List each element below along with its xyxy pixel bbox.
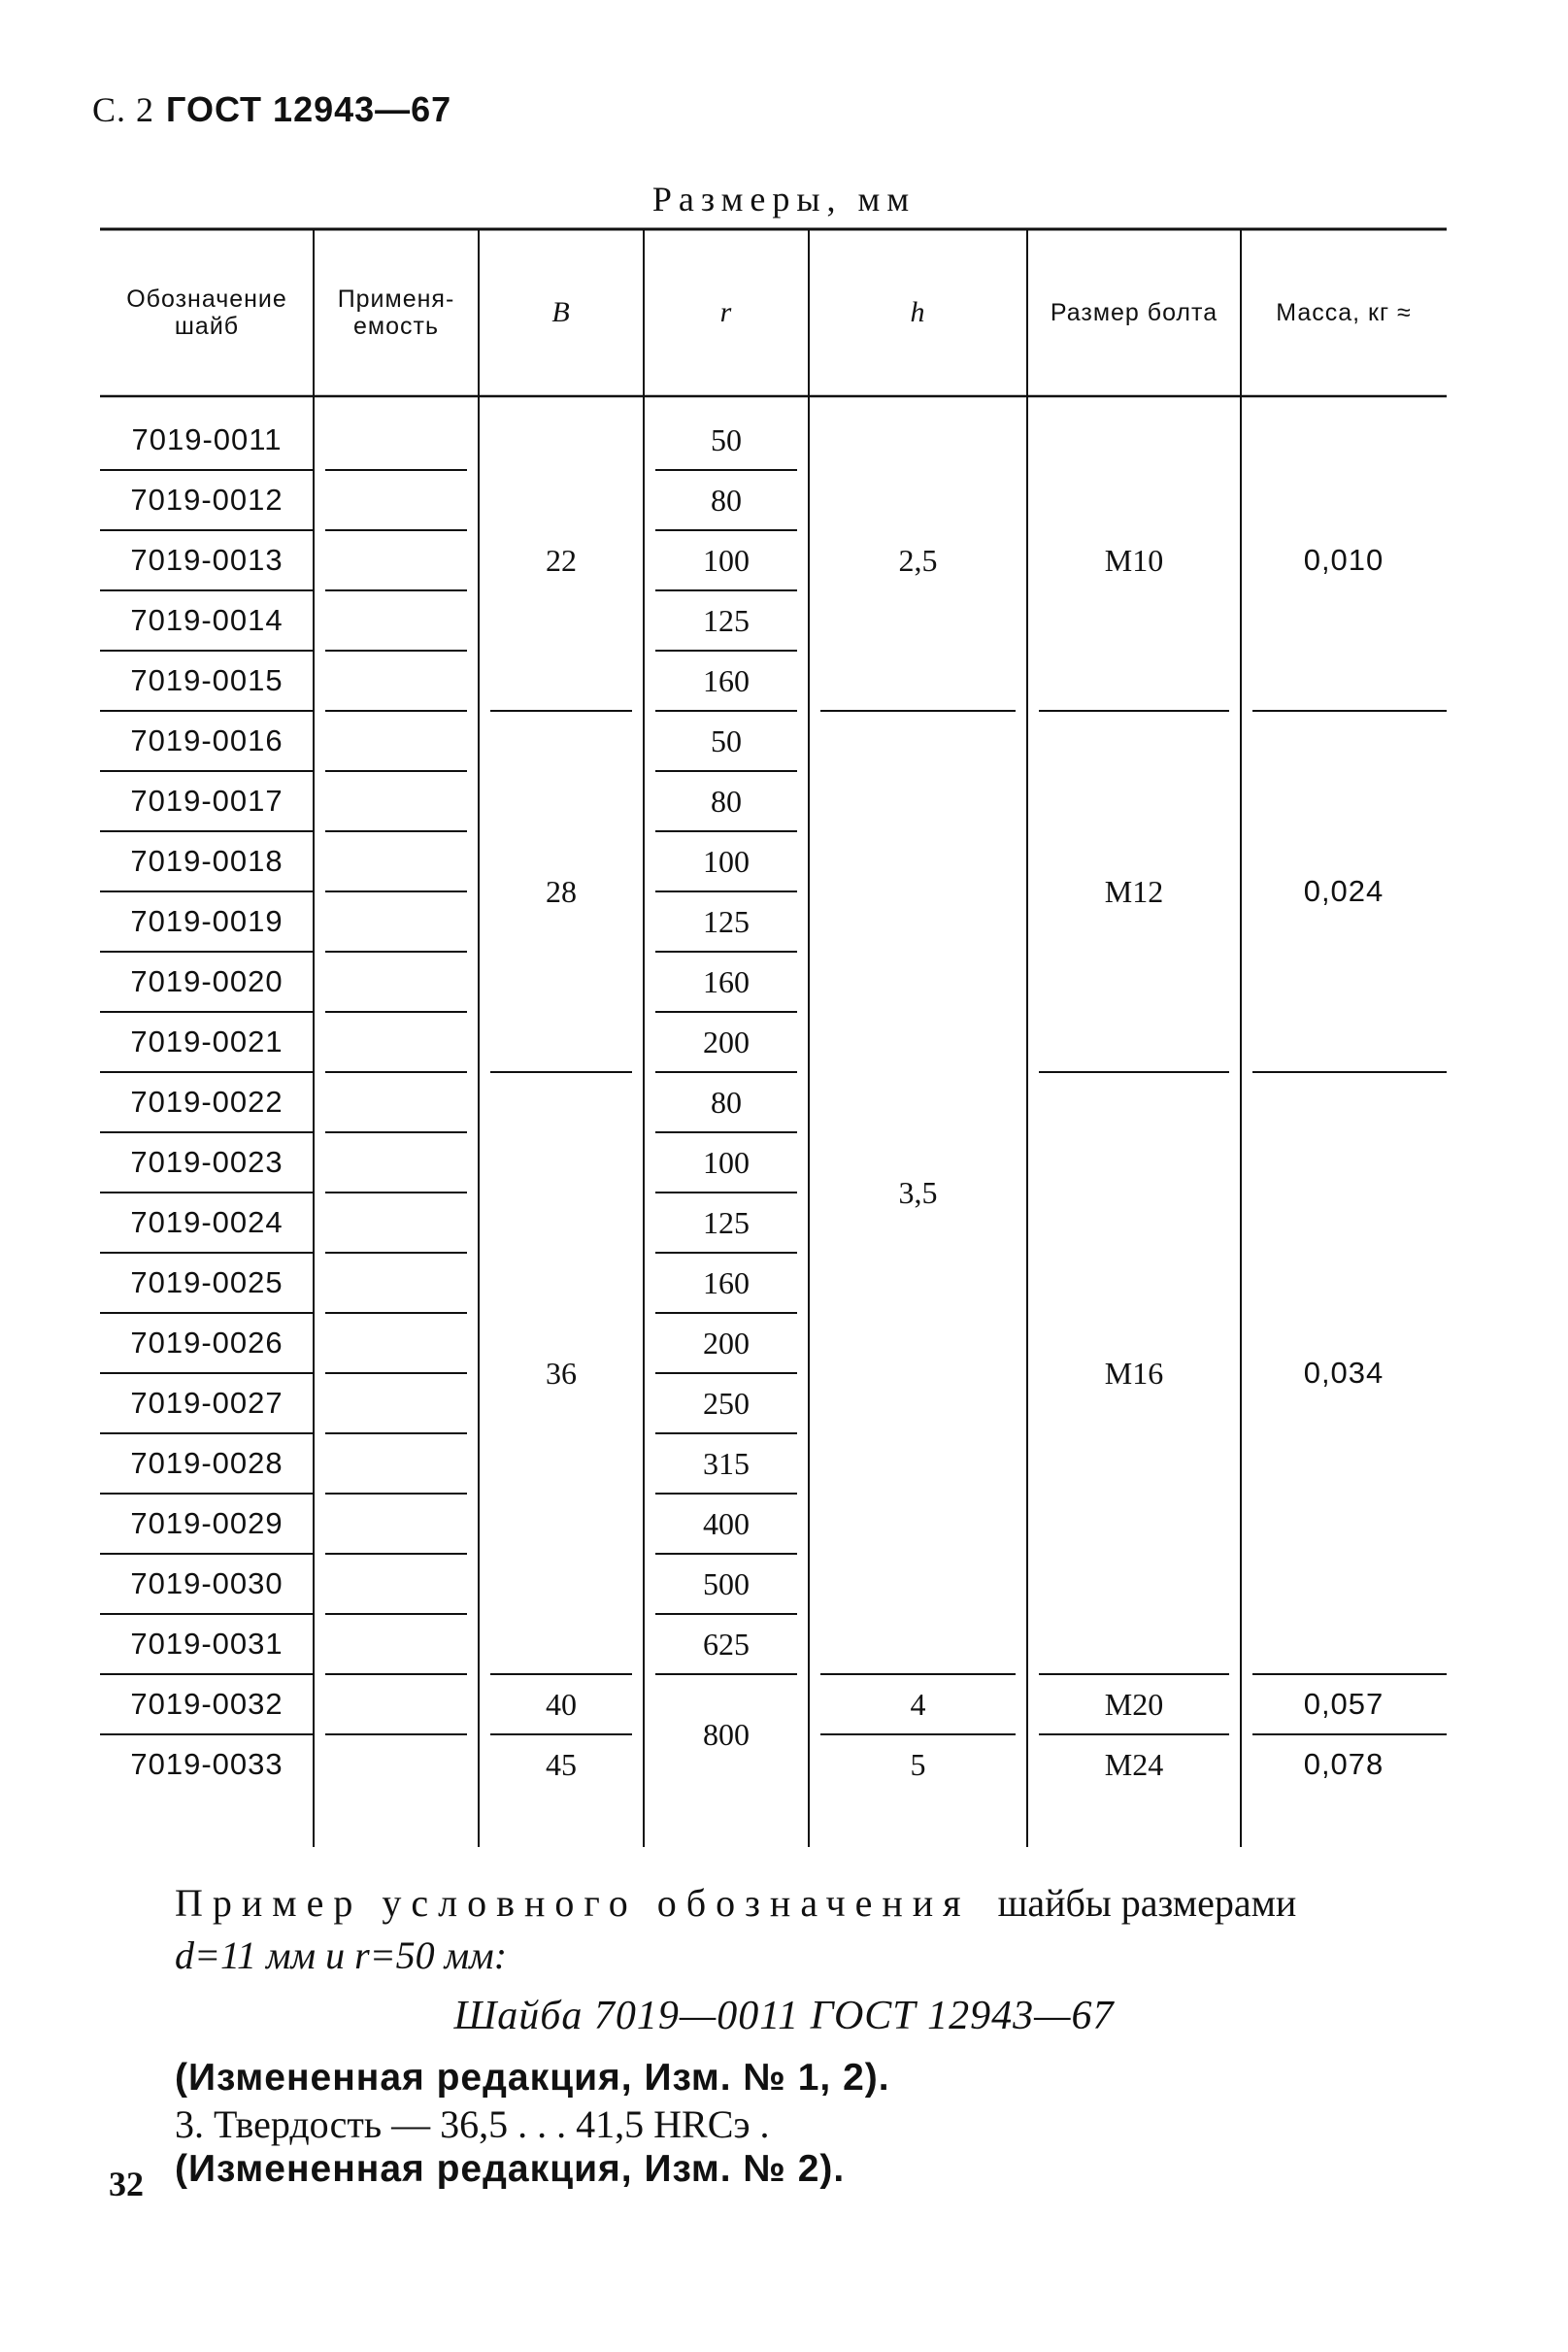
designation-cell: 7019-0016 [130, 723, 284, 757]
r-value-cell: 100 [703, 843, 750, 879]
example-intro-tail: шайбы размерами [997, 1881, 1297, 1925]
designation-cell: 7019-0029 [130, 1506, 284, 1540]
r-value-cell: 80 [711, 783, 742, 819]
r-value-cell: 50 [711, 722, 742, 758]
designation-cell: 7019-0033 [130, 1747, 284, 1781]
r-value-cell: 400 [703, 1505, 750, 1541]
r-value-cell: 50 [711, 421, 742, 457]
r-value-cell: 500 [703, 1565, 750, 1601]
b-value-cell: 28 [546, 873, 577, 909]
col-header-mass: Масса, кг ≈ [1276, 299, 1412, 326]
col-header-applicability: Применя-емость [337, 286, 455, 340]
designation-cell: 7019-0023 [130, 1145, 284, 1179]
r-value-cell: 625 [703, 1626, 750, 1662]
r-value-cell: 250 [703, 1385, 750, 1421]
designation-cell: 7019-0018 [130, 844, 284, 878]
dimensions-table [100, 229, 1447, 1847]
r-value-cell: 125 [703, 1204, 750, 1240]
designation-cell: 7019-0028 [130, 1446, 284, 1480]
designation-cell: 7019-0031 [130, 1627, 284, 1661]
mass-cell: 0,034 [1303, 1356, 1385, 1390]
bolt-size-cell: M20 [1104, 1686, 1164, 1722]
designation-cell: 7019-0027 [130, 1386, 284, 1420]
bolt-size-cell: M10 [1104, 542, 1164, 578]
r-value-cell: 160 [703, 1264, 750, 1300]
designation-cell: 7019-0022 [130, 1085, 284, 1119]
designation-cell: 7019-0026 [130, 1326, 284, 1360]
r-value-cell: 125 [703, 602, 750, 638]
example-intro-spaced: Пример условного обозначения [175, 1881, 971, 1925]
units-caption: Размеры, мм [651, 180, 917, 218]
r-value-cell: 100 [703, 542, 750, 578]
page-header [92, 89, 451, 130]
h-value-cell: 3,5 [898, 1174, 938, 1210]
designation-cell: 7019-0021 [130, 1025, 284, 1058]
r-value-cell: 315 [703, 1445, 750, 1481]
bolt-size-cell: M16 [1104, 1355, 1164, 1391]
r-value-cell: 160 [703, 963, 750, 999]
page-number: 32 [109, 2165, 144, 2203]
amendment-note-2: (Измененная редакция, Изм. № 2). [175, 2148, 846, 2190]
designation-cell: 7019-0032 [130, 1687, 284, 1721]
r-value-cell: 800 [703, 1716, 750, 1752]
r-value-cell: 80 [711, 482, 742, 518]
mass-cell: 0,078 [1303, 1747, 1385, 1781]
col-header-h: h [910, 296, 926, 328]
b-value-cell: 40 [546, 1686, 577, 1722]
amendment-note-1: (Измененная редакция, Изм. № 1, 2). [175, 2057, 890, 2099]
designation-cell: 7019-0024 [130, 1205, 284, 1239]
designation-cell: 7019-0017 [130, 784, 284, 818]
col-header-b: B [551, 296, 571, 328]
col-header-r: r [719, 296, 733, 328]
hardness-clause: 3. Твердость — 36,5 . . . 41,5 HRCэ . [175, 2102, 770, 2146]
col-header-designation: Обозначение шайб [126, 286, 287, 340]
page-label: С. 2 [92, 90, 155, 129]
r-value-cell: 200 [703, 1024, 750, 1059]
designation-cell: 7019-0012 [130, 483, 284, 517]
example-intro [175, 1880, 1296, 1926]
designation-cell: 7019-0011 [131, 422, 283, 456]
h-value-cell: 2,5 [898, 542, 938, 578]
designation-cell: 7019-0014 [130, 603, 284, 637]
designation-cell: 7019-0015 [130, 663, 284, 697]
designation-cell: 7019-0020 [130, 964, 284, 998]
r-value-cell: 125 [703, 903, 750, 939]
example-dimensions: d=11 мм и r=50 мм: [175, 1933, 508, 1977]
example-designation: Шайба 7019—0011 ГОСТ 12943—67 [453, 1994, 1115, 2038]
h-value-cell: 5 [910, 1746, 926, 1782]
designation-cell: 7019-0013 [130, 543, 284, 577]
designation-cell: 7019-0030 [130, 1566, 284, 1600]
bolt-size-cell: M24 [1104, 1746, 1164, 1782]
b-value-cell: 45 [546, 1746, 577, 1782]
r-value-cell: 100 [703, 1144, 750, 1180]
designation-cell: 7019-0025 [130, 1265, 284, 1299]
b-value-cell: 22 [546, 542, 577, 578]
mass-cell: 0,024 [1303, 874, 1385, 908]
r-value-cell: 200 [703, 1325, 750, 1361]
mass-cell: 0,010 [1303, 543, 1385, 577]
mass-cell: 0,057 [1303, 1687, 1385, 1721]
designation-cell: 7019-0019 [130, 904, 284, 938]
h-value-cell: 4 [910, 1686, 926, 1722]
bolt-size-cell: M12 [1104, 873, 1164, 909]
standard-number: ГОСТ 12943—67 [166, 89, 452, 129]
r-value-cell: 160 [703, 662, 750, 698]
col-header-bolt: Размер болта [1050, 299, 1218, 326]
b-value-cell: 36 [546, 1355, 577, 1391]
r-value-cell: 80 [711, 1084, 742, 1120]
